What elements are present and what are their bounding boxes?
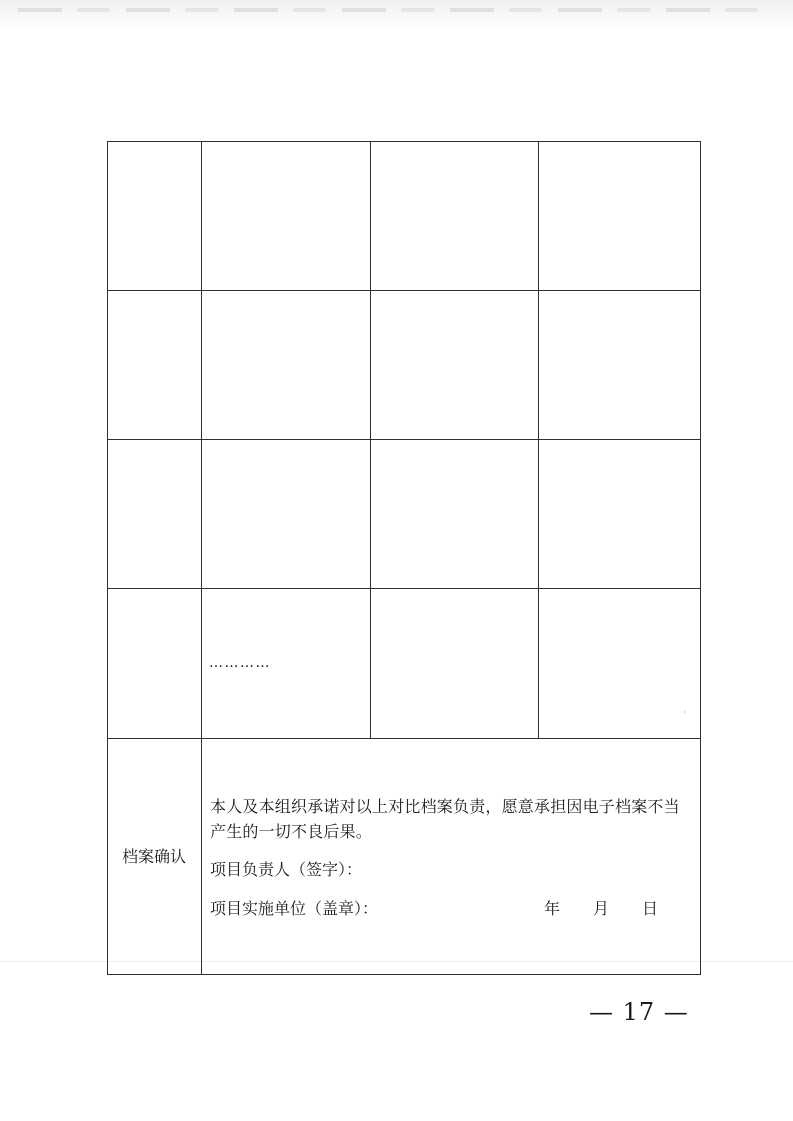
project-unit-seal: 项目实施单位（盖章）： xyxy=(210,899,379,918)
table-column-divider-3 xyxy=(538,141,539,738)
page-number: — 17 — xyxy=(589,998,689,1026)
date-year: 年 xyxy=(544,899,561,918)
table-bottom-border xyxy=(107,974,701,975)
confirmation-statement: 本人及本组织承诺对以上对比档案负责，愿意承担因电子档案不当产生的一切不良后果。 xyxy=(210,797,680,841)
table-row-divider-4 xyxy=(107,738,701,739)
table-row-divider-1 xyxy=(107,290,701,291)
faint-bottom-line xyxy=(0,961,793,962)
table-left-border xyxy=(107,141,108,975)
table-top-border xyxy=(107,141,701,142)
table-right-border xyxy=(700,141,701,975)
tiny-mark xyxy=(684,711,686,713)
scan-strip xyxy=(0,0,793,30)
table-column-divider-2 xyxy=(370,141,371,738)
project-leader-signature: 项目负责人（签字）： xyxy=(210,860,363,879)
confirmation-label: 档案确认 xyxy=(122,847,187,866)
table-row-divider-2 xyxy=(107,439,701,440)
date-month: 月 xyxy=(593,899,610,918)
date-day: 日 xyxy=(642,899,659,918)
table-column-divider-1 xyxy=(201,141,202,975)
table-row-divider-3 xyxy=(107,588,701,589)
continuation-dots: ………… xyxy=(209,655,271,671)
